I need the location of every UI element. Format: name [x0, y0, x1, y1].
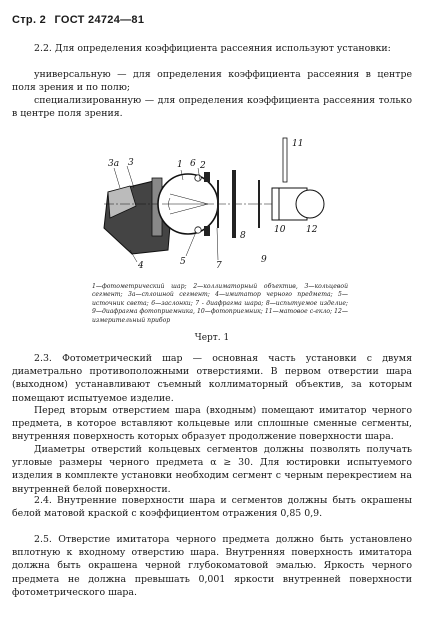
- section-2-3-part-b: Перед вторым отверстием шара (входным) помещают имитатор черного предмета, в которое вставляют кольцевые или сплошные сменные сегменты, внутренняя поверхность которых образует продолжение поверхности шара.: [12, 405, 412, 443]
- section-2-3-part-a: 2.3. Фотометрический шар — основная часть установки с двумя диаметрально противоположными отверстиями. В первом отверстии шара (выходном) устанавливают съемный коллиматорный объектив, за которым помещают испытуемое изделие.: [12, 353, 412, 404]
- page-number: Стр. 2: [12, 14, 47, 26]
- label-7: 7: [216, 261, 222, 271]
- label-6: 6: [190, 159, 196, 169]
- label-3: 3: [128, 158, 134, 168]
- label-10: 10: [274, 225, 286, 235]
- label-12: 12: [306, 225, 318, 235]
- section-2-2-item-1: универсальную — для определения коэффициента рассеяния в центре поля зрения и по полю;: [12, 69, 412, 94]
- section-2-2-item-2: специализированную — для определения коэффициента рассеяния только в центре поля зрения.: [12, 95, 412, 120]
- label-3a: 3a: [108, 159, 120, 169]
- section-2-3-part-c: Диаметры отверстий кольцевых сегментов должны позволять получать угловые размеры черного предмета α ≥ 30. Для юстировки испытуемого изделия в комплекте установки необходим сегмент с черным перекрестием на внутренней белой поверхности.: [12, 444, 412, 495]
- figure-setup-diagram: [90, 132, 330, 278]
- label-5: 5: [180, 257, 186, 267]
- page-header: [12, 14, 149, 26]
- figure-caption: Черт. 1: [194, 333, 230, 343]
- label-2: 2: [200, 161, 206, 171]
- section-2-4: 2.4. Внутренние поверхности шара и сегментов должны быть окрашены белой матовой краской с коэффициентом отражения 0,85 0,9.: [12, 495, 412, 520]
- section-2-5: 2.5. Отверстие имитатора черного предмета должно быть установлено вплотную к входному отверстию шара. Внутренняя поверхность имитатора должна быть окрашена черной глубокоматовой эмалью. Яркость черного предмета не должна превышать 0,001 яркости внутренней поверхности фотометрического шара.: [12, 534, 412, 598]
- label-4: 4: [138, 261, 144, 271]
- label-9: 9: [261, 255, 267, 265]
- label-1: 1: [177, 160, 183, 170]
- standard-code: ГОСТ 24724—81: [54, 14, 145, 26]
- label-8: 8: [240, 231, 246, 241]
- label-11: 11: [292, 139, 304, 149]
- figure-legend: 1—фотометрический шар; 2—коллиматорный объектив, 3—кольцевой сегмент; 3а—сплошной сегмент; 4—имитатор черного предмета; 5—источник света; 6—заслонки; 7 - диафрагма шара; 8—испытуемое изделие; 9—диафрагма фотоприемника, 10—фотоприемник; 11—матовое с-екло; 12—измерительный прибор: [92, 283, 348, 324]
- section-2-2-lead: 2.2. Для определения коэффициента рассеяния используют установки:: [34, 43, 391, 54]
